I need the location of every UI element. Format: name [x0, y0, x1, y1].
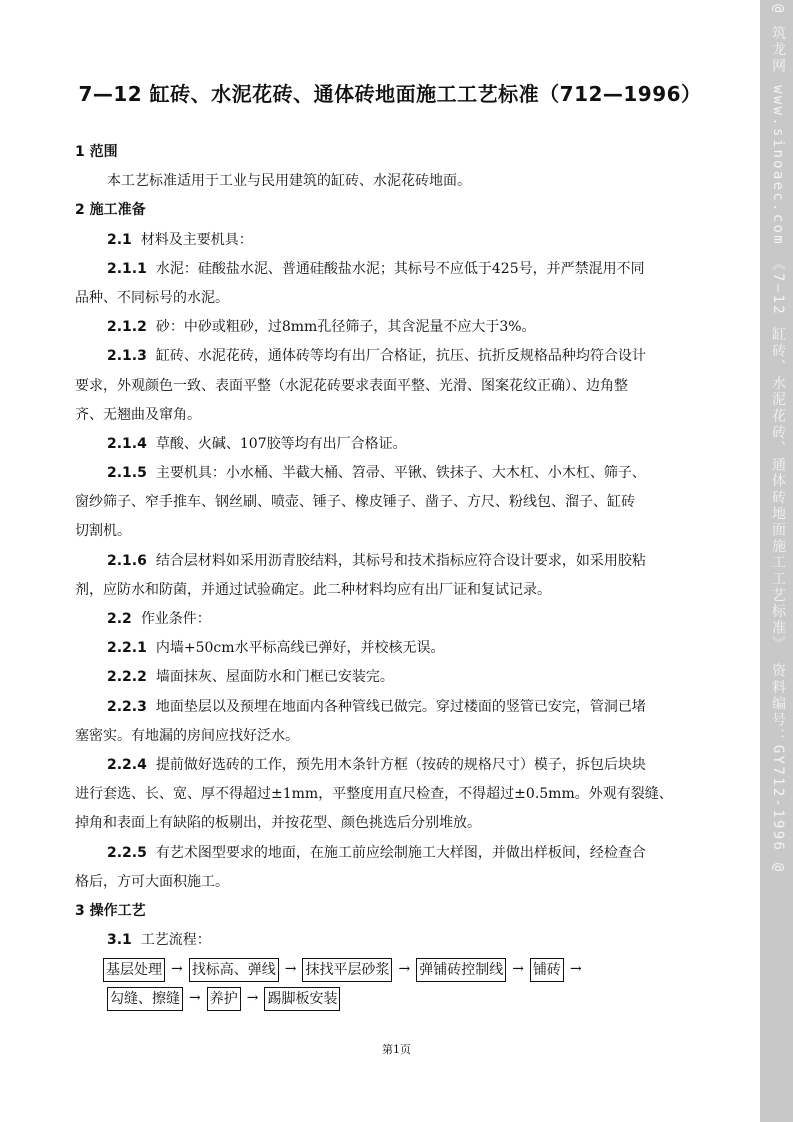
clause-line — [75, 547, 720, 576]
section-heading: 1 范围 — [75, 144, 118, 160]
clause-line — [75, 459, 720, 488]
clause-line — [75, 255, 720, 284]
clause-number: 2.2 — [107, 611, 132, 627]
continuation-line: 剂，应防水和防菌，并通过试验确定。此二种材料均应有出厂证和复试记录。 — [75, 581, 551, 598]
flow-arrow-icon: → — [246, 990, 259, 1007]
clause-number: 2.2.4 — [107, 756, 147, 773]
flow-step-box: 弹铺砖控制线 — [416, 958, 506, 982]
clause-text: 主要机具：小水桶、半截大桶、笤帚、平锹、铁抹子、大木杠、小木杠、筛子、 — [155, 465, 646, 482]
clause-line — [75, 634, 720, 663]
clause-text: 砂：中砂或粗砂，过8mm孔径筛子，其含泥量不应大于3%。 — [155, 319, 536, 336]
watermark-sidebar — [760, 0, 793, 1122]
clause-text: 作业条件： — [140, 611, 211, 627]
clause-text: 结合层材料如采用沥青胶结料，其标号和技术指标应符合设计要求，如采用胶粘 — [155, 552, 646, 569]
clause-number: 2.2.3 — [107, 698, 147, 715]
clause-text: 材料及主要机具： — [140, 231, 253, 248]
clause-line — [75, 313, 720, 342]
section-heading: 2 施工准备 — [75, 202, 146, 219]
flow-step-box: 勾缝、擦缝 — [107, 987, 183, 1011]
clause-text: 地面垫层以及预埋在地面内各种管线已做完。穿过楼面的竖管已安完，管洞已堵 — [155, 698, 646, 715]
flow-arrow-icon: → — [284, 961, 297, 978]
clause-number: 2.1.4 — [107, 435, 147, 452]
sidebar-text: @ 筑龙网 www.sinoaec.com 《7—12 缸砖、水泥花砖、通体砖地面施工工艺标准》 资料编号：GY712-1996 @ — [770, 4, 786, 874]
flow-step-box: 养护 — [207, 987, 241, 1011]
flow-step-box: 抹找平层砂浆 — [302, 958, 392, 982]
document-body — [75, 138, 720, 1014]
process-flow-row — [75, 984, 720, 1013]
continuation-line: 要求，外观颜色一致、表面平整（水泥花砖要求表面平整、光滑、图案花纹正确）、边角整 — [75, 377, 628, 394]
clause-text: 水泥：硅酸盐水泥、普通硅酸盐水泥；其标号不应低于425号，并严禁混用不同 — [155, 260, 645, 277]
clause-text: 内墙+50cm水平标高线已弹好，并校核无误。 — [155, 640, 445, 657]
clause-line — [75, 663, 720, 692]
clause-line — [75, 342, 720, 371]
flow-arrow-icon: → — [398, 961, 411, 978]
continuation-line: 进行套选、长、宽、厚不得超过±1mm，平整度用直尺检查，不得超过±0.5mm。外观有裂缝、 — [75, 786, 673, 803]
flow-step-box: 铺砖 — [530, 958, 564, 982]
flow-step-box: 找标高、弹线 — [189, 958, 279, 982]
clause-line — [75, 693, 720, 722]
continuation-line: 格后，方可大面积施工。 — [75, 873, 229, 890]
clause-number: 2.1.5 — [107, 465, 147, 482]
clause-text: 草酸、火碱、107胶等均有出厂合格证。 — [155, 435, 407, 452]
clause-number: 2.1.6 — [107, 552, 147, 569]
clause-number: 2.2.2 — [107, 669, 147, 686]
clause-text: 工艺流程： — [140, 932, 211, 949]
flow-step-box: 踢脚板安装 — [264, 987, 340, 1011]
clause-line — [75, 839, 720, 868]
continuation-line: 齐、无翘曲及窜角。 — [75, 406, 201, 423]
process-flow-row — [75, 955, 720, 984]
clause-line — [75, 605, 720, 634]
clause-number: 2.2.5 — [107, 844, 147, 861]
clause-text: 缸砖、水泥花砖，通体砖等均有出厂合格证，抗压、抗折反规格品种均符合设计 — [155, 348, 646, 365]
paragraph-line: 本工艺标准适用于工业与民用建筑的缸砖、水泥花砖地面。 — [107, 173, 471, 190]
continuation-line: 塞密实。有地漏的房间应找好泛水。 — [75, 727, 299, 744]
continuation-line: 窗纱筛子、窄手推车、钢丝刷、喷壶、锤子、橡皮锤子、凿子、方尺、粉线包、溜子、缸砖 — [75, 494, 635, 511]
continuation-line: 品种、不同标号的水泥。 — [75, 289, 229, 306]
continuation-line: 切割机。 — [75, 523, 131, 540]
flow-arrow-icon: → — [512, 961, 524, 978]
clause-number: 2.2.1 — [107, 640, 147, 657]
flow-arrow-icon: → — [171, 961, 183, 978]
clause-text: 提前做好选砖的工作，预先用木条针方框（按砖的规格尺寸）模子，拆包后块块 — [155, 756, 646, 773]
clause-number: 2.1 — [107, 231, 132, 248]
continuation-line: 掉角和表面上有缺陷的板剔出，并按花型、颜色挑选后分别堆放。 — [75, 815, 481, 832]
clause-line — [75, 926, 720, 955]
clause-line — [75, 226, 720, 255]
clause-text: 墙面抹灰、屋面防水和门框已安装完。 — [155, 669, 394, 686]
clause-number: 2.1.2 — [107, 319, 147, 336]
clause-number: 2.1.3 — [107, 348, 147, 365]
flow-step-box: 基层处理 — [103, 958, 165, 982]
document-title: 7—12 缸砖、水泥花砖、通体砖地面施工工艺标准（712—1996） — [78, 82, 702, 106]
clause-text: 有艺术图型要求的地面，在施工前应绘制施工大样图，并做出样板间，经检查合 — [155, 844, 646, 861]
clause-line — [75, 430, 720, 459]
page-number: 第1页 — [382, 1043, 411, 1056]
flow-arrow-icon: → — [569, 961, 582, 978]
clause-line — [75, 751, 720, 780]
flow-arrow-icon: → — [189, 990, 201, 1007]
clause-number: 3.1 — [107, 932, 132, 949]
section-heading: 3 操作工艺 — [75, 902, 146, 919]
clause-number: 2.1.1 — [107, 260, 147, 277]
